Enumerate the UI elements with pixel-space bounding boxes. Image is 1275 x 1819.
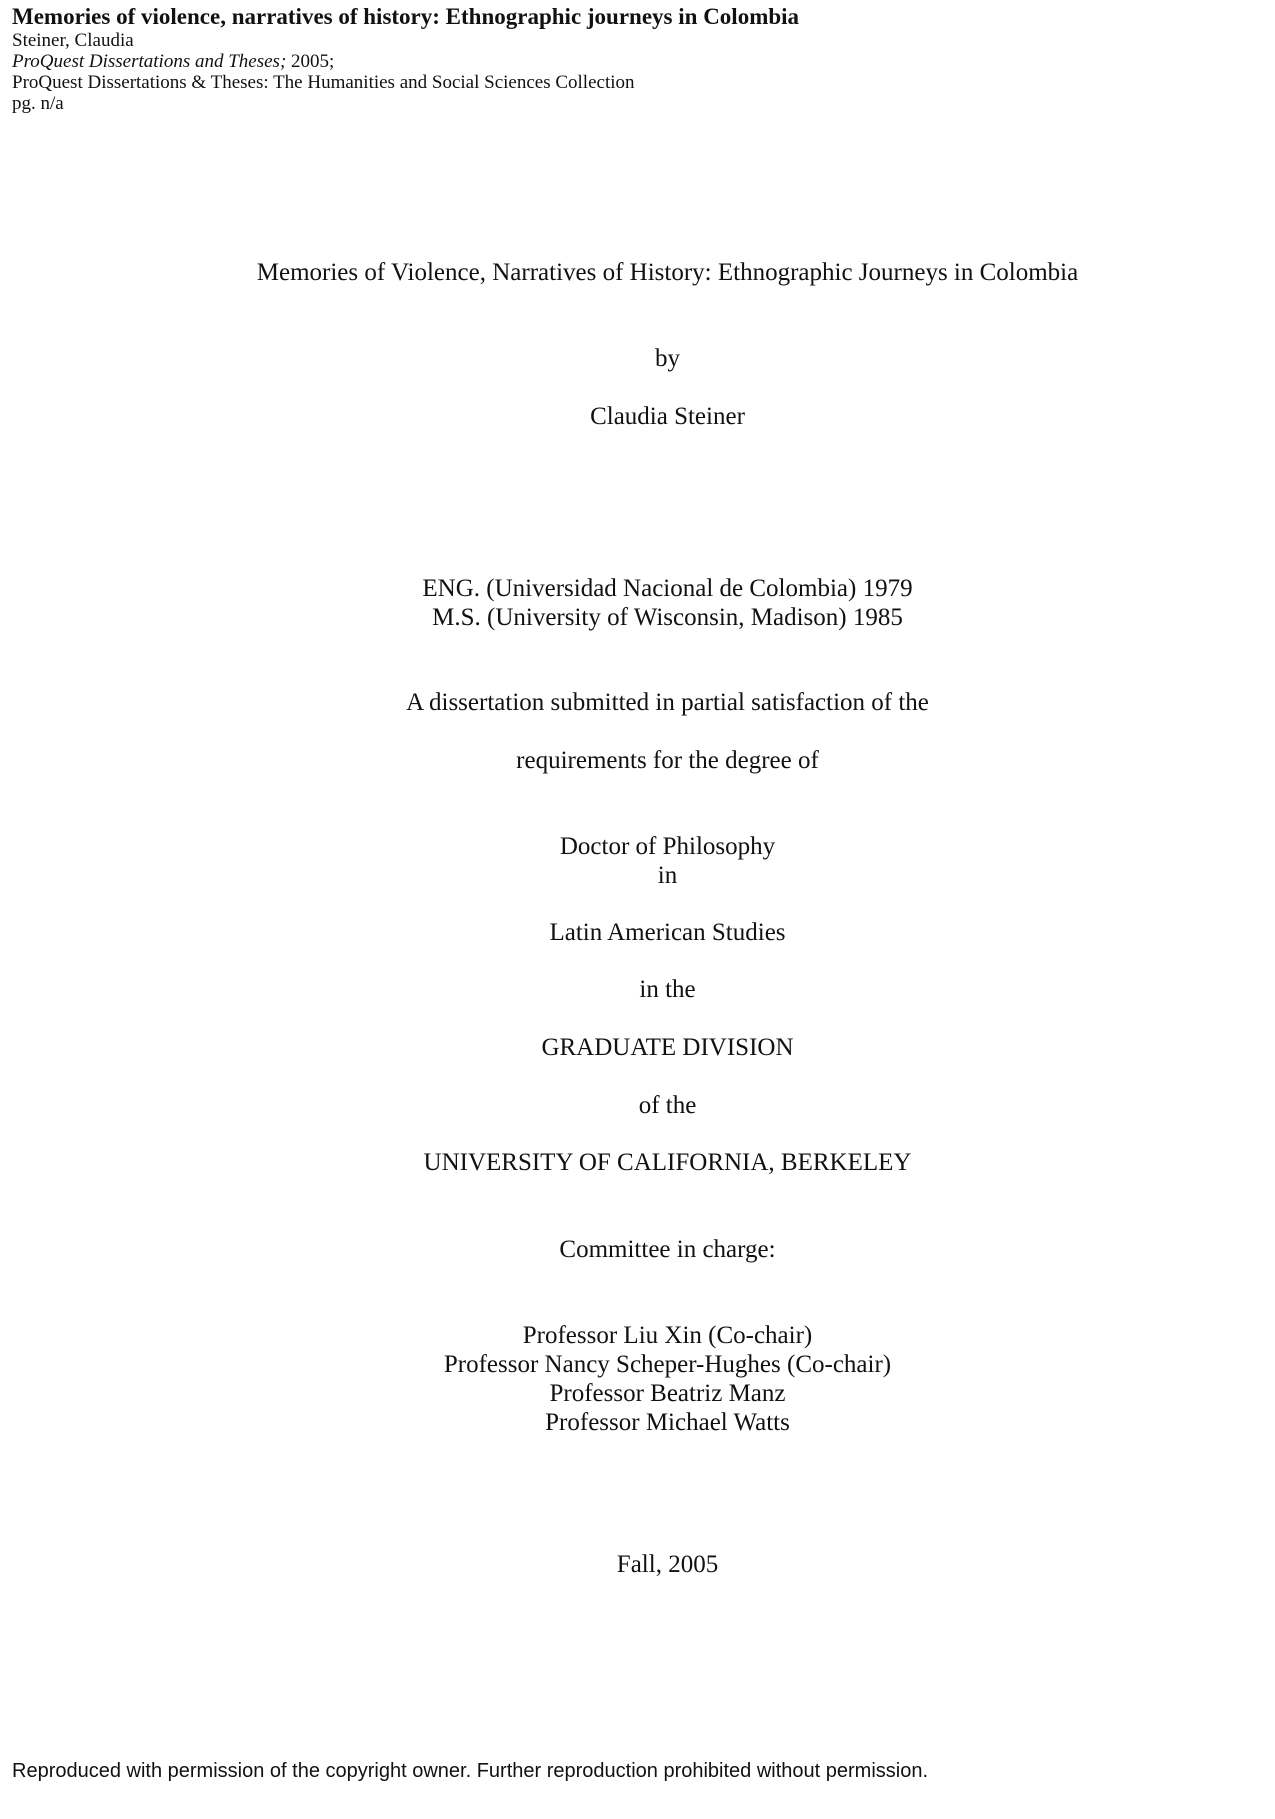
in-the-label: in the [639, 976, 696, 1003]
field-of-study: Latin American Studies [549, 919, 786, 946]
submission-date: Fall, 2005 [616, 1551, 719, 1578]
committee-list [0, 1321, 1275, 1437]
university-name: UNIVERSITY OF CALIFORNIA, BERKELEY [423, 1149, 912, 1176]
citation-author: Steiner, Claudia [12, 30, 134, 51]
copyright-notice: Reproduced with permission of the copyright owner. Further reproduction prohibited without permission. [12, 1760, 929, 1782]
prior-degree: M.S. (University of Wisconsin, Madison) 1985 [432, 604, 903, 631]
citation-source [12, 51, 799, 72]
submission-statement-line1: A dissertation submitted in partial satisfaction of the [406, 689, 929, 716]
of-the-label: of the [638, 1092, 697, 1119]
committee-member: Professor Liu Xin (Co-chair) [522, 1322, 813, 1349]
prior-degree: ENG. (Universidad Nacional de Colombia) 1979 [422, 575, 913, 602]
citation-header [12, 4, 799, 114]
submission-statement-line2: requirements for the degree of [516, 747, 819, 774]
citation-source-name: ProQuest Dissertations and Theses; [12, 51, 287, 72]
citation-page: pg. n/a [12, 93, 64, 114]
division-name: GRADUATE DIVISION [541, 1034, 794, 1061]
committee-heading: Committee in charge: [559, 1236, 776, 1263]
in-label: in [657, 862, 678, 889]
committee-member: Professor Beatriz Manz [549, 1380, 786, 1407]
committee-member: Professor Michael Watts [545, 1409, 790, 1436]
citation-title: Memories of violence, narratives of history: Ethnographic journeys in Colombia [12, 4, 800, 29]
prior-degrees [0, 574, 1275, 632]
degree-block [0, 832, 1275, 890]
citation-collection: ProQuest Dissertations & Theses: The Humanities and Social Sciences Collection [12, 72, 635, 93]
author-name: Claudia Steiner [590, 403, 745, 430]
by-label: by [655, 345, 680, 372]
committee-member: Professor Nancy Scheper-Hughes (Co-chair) [443, 1351, 892, 1378]
degree-name: Doctor of Philosophy [559, 833, 776, 860]
citation-source-year: 2005; [286, 51, 335, 72]
dissertation-title: Memories of Violence, Narratives of History: Ethnographic Journeys in Colombia [256, 259, 1079, 286]
